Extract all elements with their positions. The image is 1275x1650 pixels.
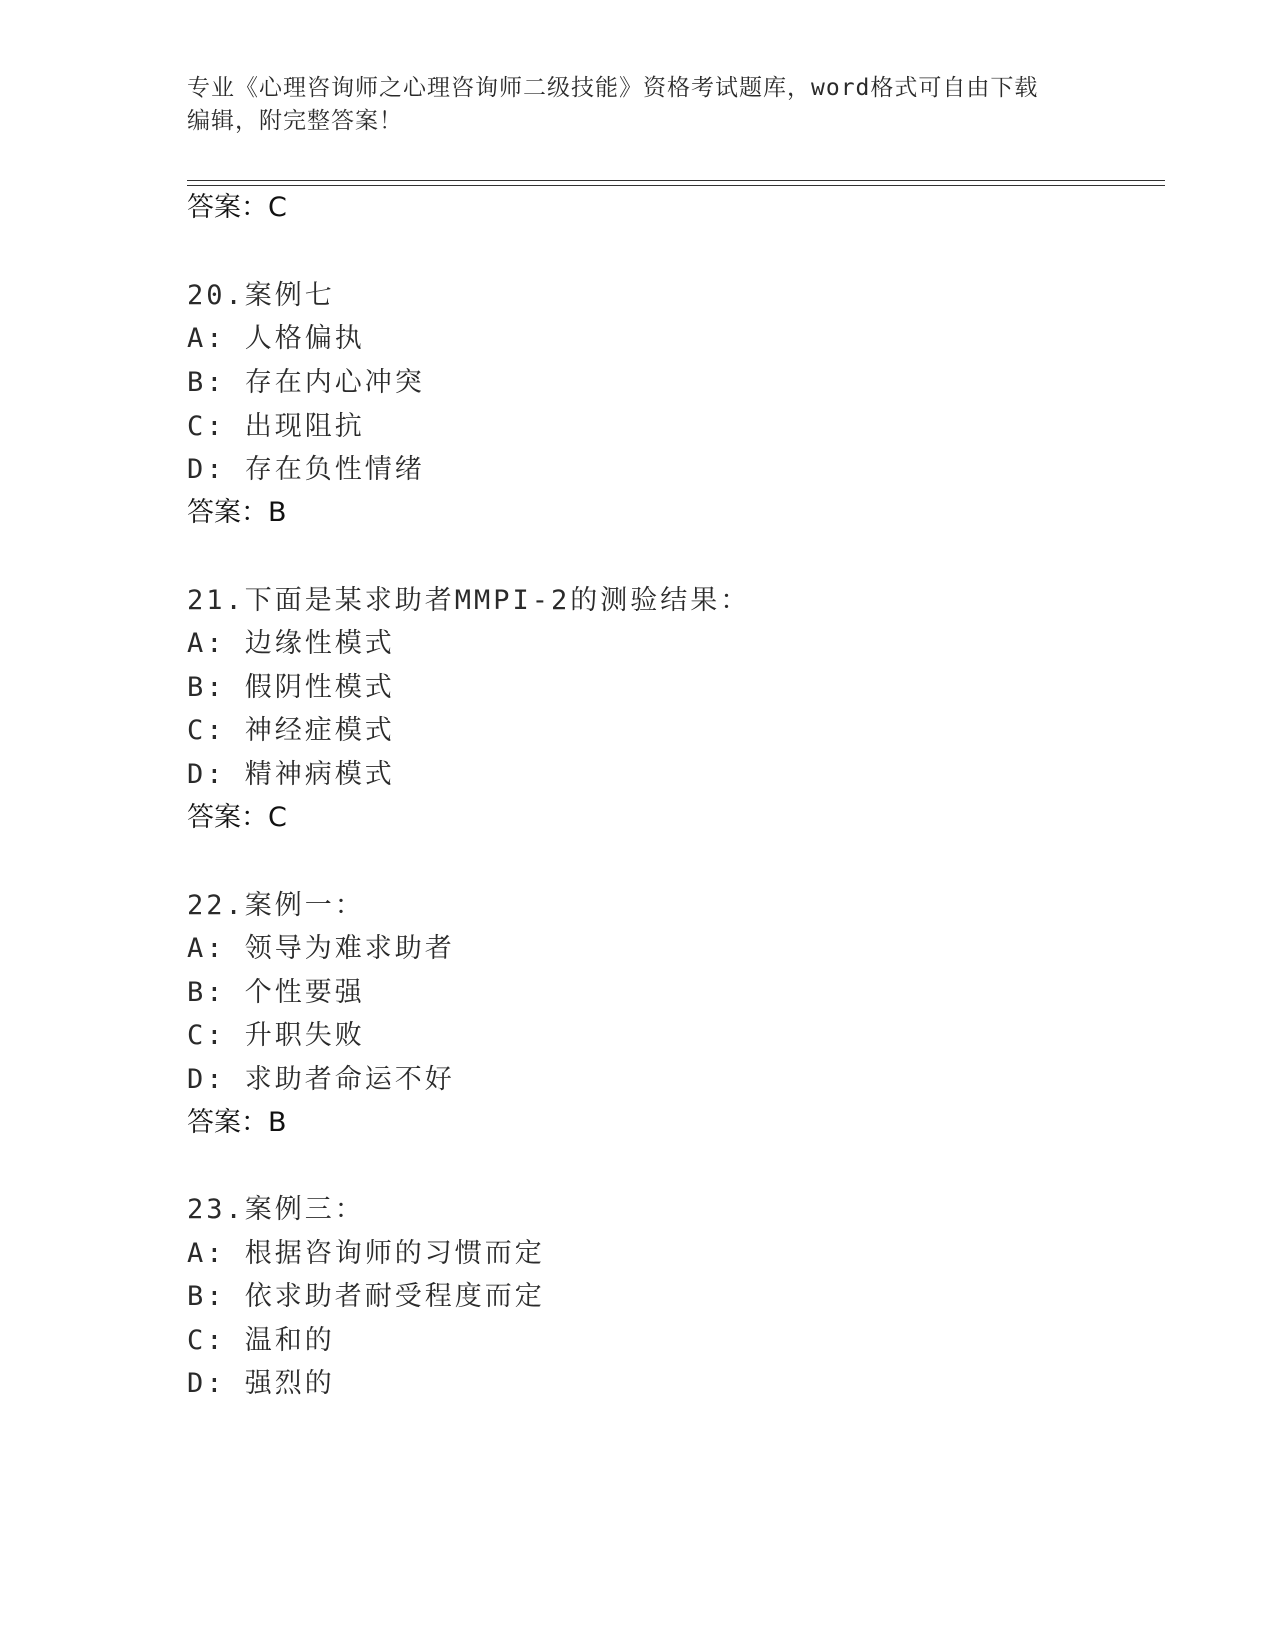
option-a: A: 领导为难求助者 bbox=[187, 933, 455, 964]
header-line-1: 专业《心理咨询师之心理咨询师二级技能》资格考试题库，word格式可自由下载 bbox=[187, 75, 1039, 101]
question-stem: 23.案例三： bbox=[187, 1194, 365, 1225]
question-stem: 21.下面是某求助者MMPI-2的测验结果： bbox=[187, 585, 751, 616]
document-header bbox=[187, 72, 1067, 138]
option-d: D: 精神病模式 bbox=[187, 759, 395, 790]
option-a: A: 根据咨询师的习惯而定 bbox=[187, 1238, 545, 1269]
option-d: D: 强烈的 bbox=[187, 1368, 335, 1399]
option-a: A: 人格偏执 bbox=[187, 323, 365, 354]
option-c: C: 神经症模式 bbox=[187, 715, 395, 746]
header-line-2: 编辑，附完整答案！ bbox=[187, 108, 403, 134]
answer: 答案：C bbox=[187, 802, 287, 833]
previous-answer: 答案：C bbox=[187, 192, 287, 223]
option-b: B: 依求助者耐受程度而定 bbox=[187, 1281, 545, 1312]
question-stem: 22.案例一： bbox=[187, 890, 365, 921]
option-c: C: 出现阻抗 bbox=[187, 411, 365, 442]
option-b: B: 个性要强 bbox=[187, 977, 365, 1008]
option-a: A: 边缘性模式 bbox=[187, 628, 395, 659]
answer: 答案：B bbox=[187, 1107, 287, 1138]
option-b: B: 假阴性模式 bbox=[187, 672, 395, 703]
option-c: C: 升职失败 bbox=[187, 1020, 365, 1051]
option-c: C: 温和的 bbox=[187, 1325, 335, 1356]
option-d: D: 求助者命运不好 bbox=[187, 1064, 455, 1095]
option-b: B: 存在内心冲突 bbox=[187, 367, 425, 398]
answer: 答案：B bbox=[187, 497, 287, 528]
header-divider-bottom bbox=[187, 185, 1165, 186]
header-divider-top bbox=[187, 180, 1165, 181]
question-stem: 20.案例七 bbox=[187, 280, 335, 311]
option-d: D: 存在负性情绪 bbox=[187, 454, 425, 485]
